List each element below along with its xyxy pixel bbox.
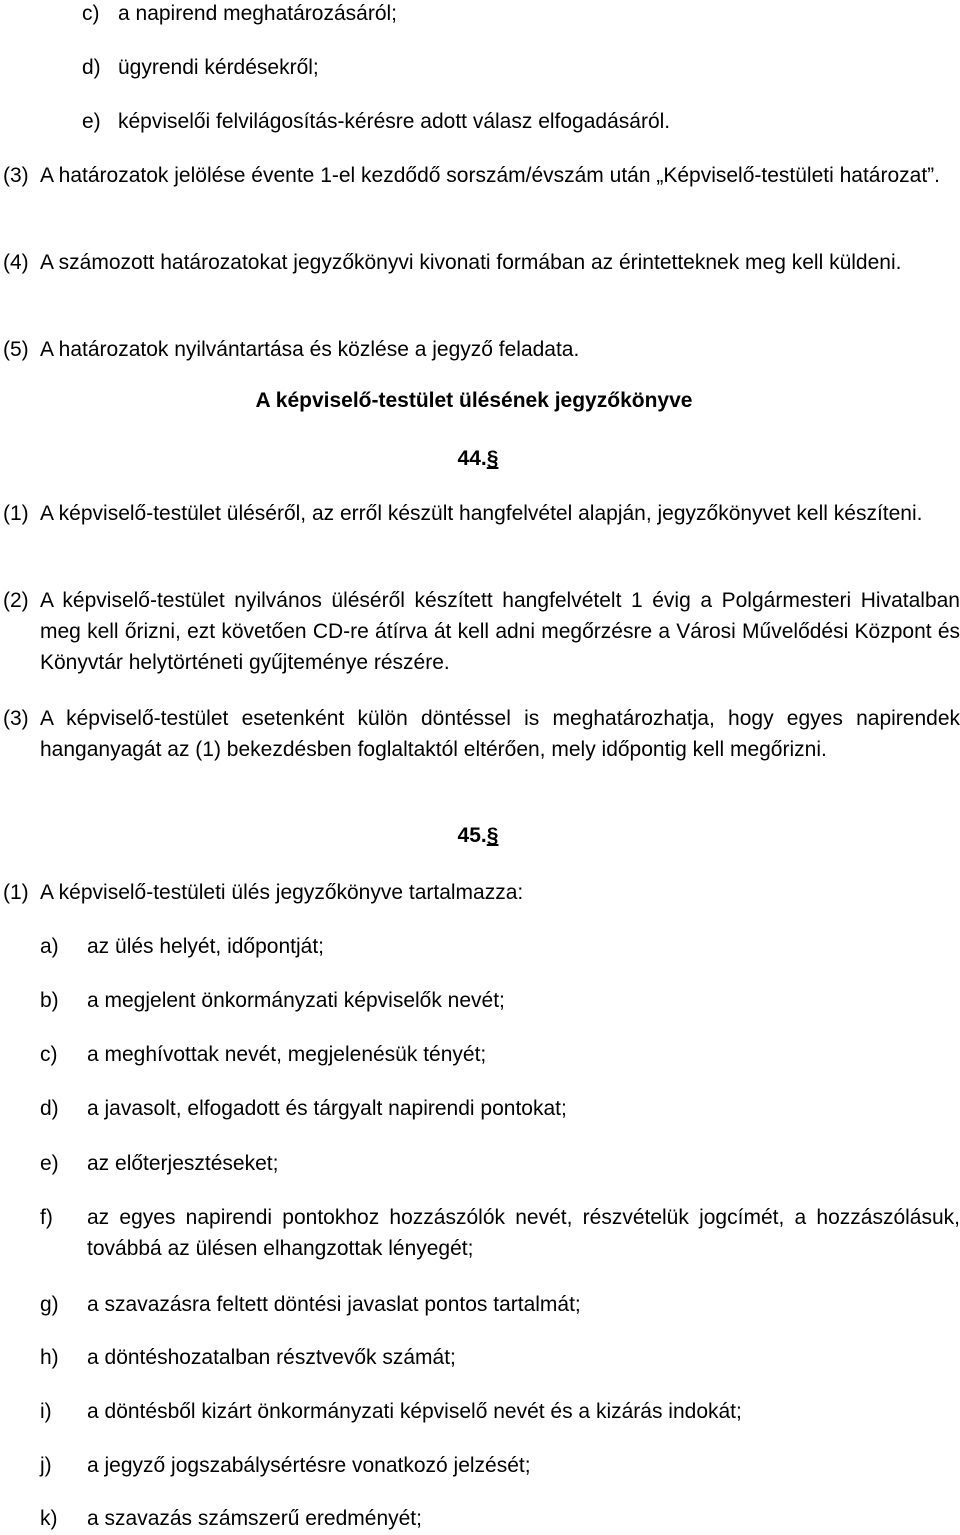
paragraph-text: A képviselő-testületi ülés jegyzőkönyve tartalmazza: bbox=[40, 881, 524, 904]
paragraph bbox=[3, 334, 960, 365]
list-item-label: j) bbox=[40, 1454, 52, 1477]
list-item-text: a döntésből kizárt önkormányzati képviselő nevét és a kizárás indokát; bbox=[87, 1400, 742, 1423]
list-item-text: az ülés helyét, időpontját; bbox=[87, 935, 324, 958]
section-number-text: 44. bbox=[457, 447, 487, 470]
list-item bbox=[82, 2, 397, 26]
list-item bbox=[82, 56, 319, 80]
list-item-label: b) bbox=[40, 989, 59, 1012]
list-item bbox=[40, 1039, 960, 1070]
list-item-text: ügyrendi kérdésekről; bbox=[118, 56, 319, 79]
list-item bbox=[40, 931, 960, 962]
paragraph-text: A határozatok jelölése évente 1-el kezdődő sorszám/évszám után „Képviselő-testületi határozat”. bbox=[40, 164, 940, 187]
list-item-label: e) bbox=[40, 1152, 59, 1175]
section-number-text: 45. bbox=[457, 824, 487, 847]
section-heading: A képviselő-testület ülésének jegyzőkönyve bbox=[255, 389, 693, 412]
list-item-label: k) bbox=[40, 1507, 58, 1530]
paragraph-text: A képviselő-testület esetenként külön döntéssel is meghatározhatja, hogy egyes napirendek hanganyagát az (1) bekezdésben foglaltaktól eltérően, mely időpontig kell megőrizni. bbox=[40, 707, 960, 761]
list-item bbox=[40, 1503, 960, 1534]
paragraph bbox=[3, 703, 960, 765]
list-item-label: d) bbox=[82, 56, 101, 79]
paragraph bbox=[3, 877, 960, 908]
list-item-label: c) bbox=[82, 2, 100, 25]
paragraph-number: (2) bbox=[3, 589, 29, 612]
list-item bbox=[82, 110, 670, 134]
list-item-label: a) bbox=[40, 935, 59, 958]
paragraph-text: A határozatok nyilvántartása és közlése a jegyző feladata. bbox=[40, 338, 580, 361]
list-item-text: a javasolt, elfogadott és tárgyalt napirendi pontokat; bbox=[87, 1097, 567, 1120]
section-number bbox=[0, 447, 958, 471]
paragraph-text: A számozott határozatokat jegyzőkönyvi kivonati formában az érintetteknek meg kell küldeni. bbox=[40, 251, 902, 274]
paragraph bbox=[3, 585, 960, 678]
list-item bbox=[40, 1450, 960, 1481]
list-item-text: a döntéshozatalban résztvevők számát; bbox=[87, 1346, 456, 1369]
paragraph-number: (5) bbox=[3, 338, 29, 361]
list-item bbox=[40, 1202, 960, 1264]
list-item bbox=[40, 1342, 960, 1373]
list-item bbox=[40, 1289, 960, 1320]
paragraph bbox=[3, 498, 960, 529]
list-item-text: a jegyző jogszabálysértésre vonatkozó jelzését; bbox=[87, 1454, 531, 1477]
list-item-text: az előterjesztéseket; bbox=[87, 1152, 279, 1175]
list-item bbox=[40, 1396, 960, 1427]
section-number bbox=[0, 824, 958, 848]
paragraph-number: (3) bbox=[3, 707, 29, 730]
section-sign-icon: § bbox=[486, 824, 499, 847]
list-item-label: e) bbox=[82, 110, 101, 133]
list-item-label: d) bbox=[40, 1097, 59, 1120]
list-item-text: a napirend meghatározásáról; bbox=[118, 2, 398, 25]
list-item-label: f) bbox=[40, 1206, 53, 1229]
paragraph bbox=[3, 247, 960, 278]
paragraph-number: (3) bbox=[3, 164, 29, 187]
list-item-text: a szavazás számszerű eredményét; bbox=[87, 1507, 422, 1530]
list-item bbox=[40, 1093, 960, 1124]
list-item-label: i) bbox=[40, 1400, 52, 1423]
paragraph-number: (1) bbox=[3, 502, 29, 525]
list-item-text: a megjelent önkormányzati képviselők nevét; bbox=[87, 989, 505, 1012]
list-item bbox=[40, 1148, 960, 1179]
list-item-text: képviselői felvilágosítás-kérésre adott válasz elfogadásáról. bbox=[118, 110, 671, 133]
list-item-text: a szavazásra feltett döntési javaslat pontos tartalmát; bbox=[87, 1293, 581, 1316]
list-item-label: g) bbox=[40, 1293, 59, 1316]
list-item-text: a meghívottak nevét, megjelenésük tényét; bbox=[87, 1043, 487, 1066]
paragraph-text: A képviselő-testület üléséről, az erről készült hangfelvétel alapján, jegyzőkönyvet kell készíteni. bbox=[40, 502, 923, 525]
list-item-label: c) bbox=[40, 1043, 58, 1066]
paragraph-number: (1) bbox=[3, 881, 29, 904]
section-sign-icon: § bbox=[486, 447, 499, 470]
paragraph-number: (4) bbox=[3, 251, 29, 274]
paragraph bbox=[3, 160, 960, 191]
list-item-text: az egyes napirendi pontokhoz hozzászólók nevét, részvételük jogcímét, a hozzászólásuk, továbbá az ülésen elhangzottak lényegét; bbox=[87, 1206, 960, 1260]
list-item-label: h) bbox=[40, 1346, 59, 1369]
list-item bbox=[40, 985, 960, 1016]
paragraph-text: A képviselő-testület nyilvános üléséről készített hangfelvételt 1 évig a Polgármesteri Hivatalban meg kell őrizni, ezt követően CD-re átírva át kell adni megőrzésre a Városi Művelődési Központ és Könyvtár helytörténeti gyűjteménye részére. bbox=[40, 589, 960, 674]
